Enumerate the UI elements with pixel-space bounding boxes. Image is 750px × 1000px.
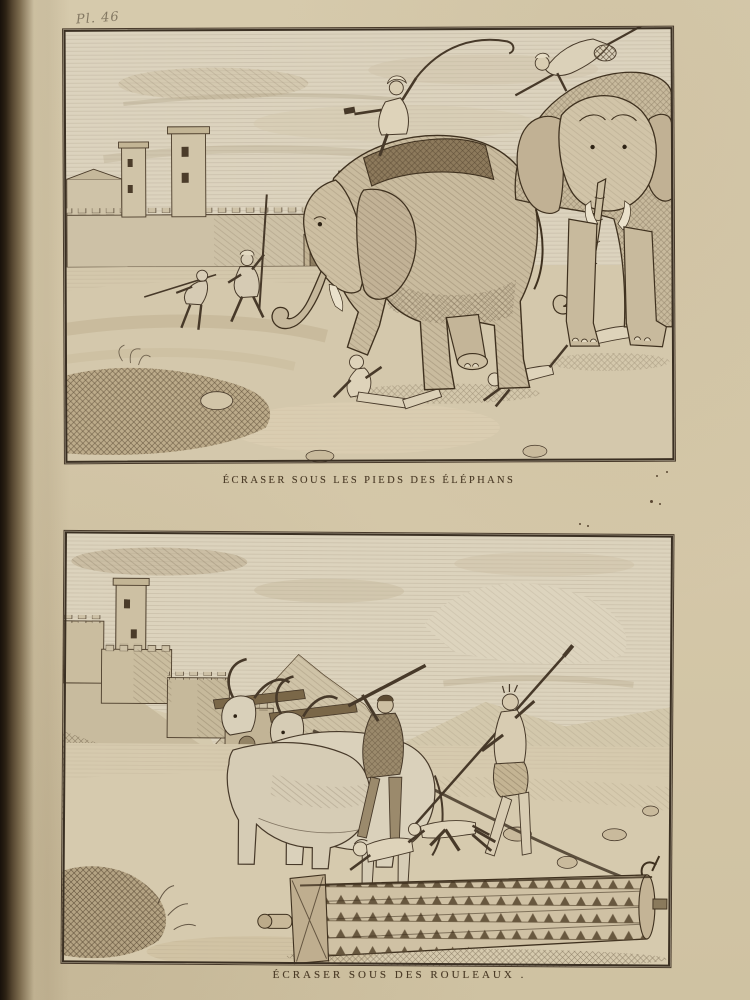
engraving-elephants-art [63,27,675,464]
ink-speck [659,503,661,505]
engraving-roller-art [61,531,673,967]
engraving-roller [61,531,673,967]
caption-elephants: ÉCRASER SOUS LES PIEDS DES ÉLÉPHANS [222,475,516,486]
engraving-elephants [63,27,675,464]
ink-speck [579,523,581,525]
caption-roller: ÉCRASER SOUS DES ROULEAUX . [272,969,527,981]
ink-speck [656,475,658,477]
ink-speck [650,500,653,503]
plate-number: Pl. 46 [75,9,121,28]
binding-gutter-shadow [0,0,70,1000]
ink-speck [587,525,589,527]
ink-speck [666,471,668,473]
